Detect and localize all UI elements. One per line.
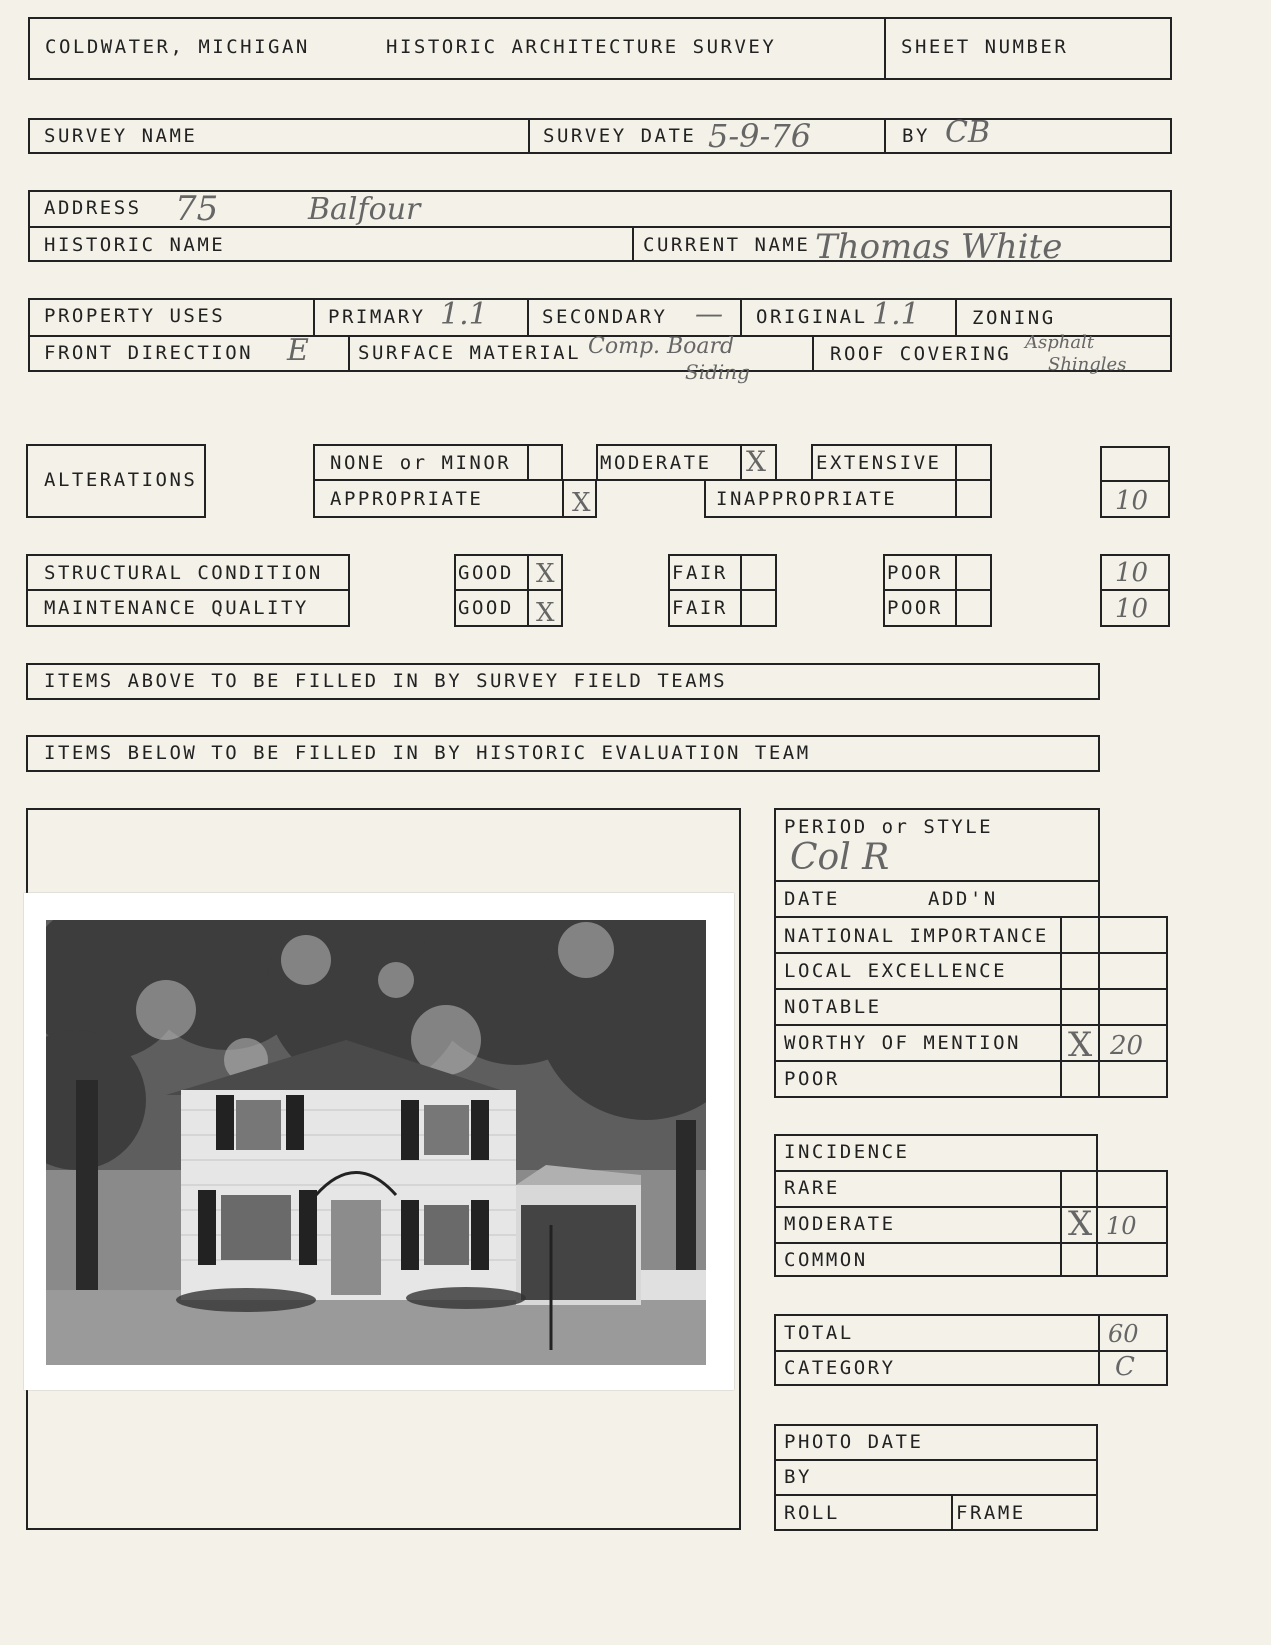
surface-material-value-2: Siding: [685, 360, 750, 384]
date-label: DATE: [784, 888, 840, 910]
inappropriate-label: INAPPROPRIATE: [716, 488, 898, 510]
secondary-label: SECONDARY: [542, 306, 668, 328]
poor-label: POOR: [784, 1068, 840, 1090]
national-importance-label: NATIONAL IMPORTANCE: [784, 925, 1049, 947]
appropriate-label: APPROPRIATE: [330, 488, 484, 510]
zoning-label: ZONING: [972, 307, 1056, 329]
eval-line-4: [774, 1024, 1168, 1026]
photo-info-line-2: [774, 1494, 1098, 1496]
items-below-note: ITEMS BELOW TO BE FILLED IN BY HISTORIC EVALUATION TEAM: [44, 742, 811, 764]
surface-material-label: SURFACE MATERIAL: [358, 342, 582, 364]
structural-good-mark: X: [536, 559, 555, 589]
survey-by-label: BY: [902, 125, 930, 147]
maintenance-fair-label: FAIR: [672, 597, 728, 619]
incidence-label: INCIDENCE: [784, 1141, 910, 1163]
house-photo: [46, 920, 706, 1365]
appropriate-check: [562, 479, 564, 518]
roof-covering-label: ROOF COVERING: [830, 343, 1012, 365]
worthy-score: 20: [1110, 1031, 1144, 1061]
front-col-2: [812, 335, 814, 372]
structural-fair-label: FAIR: [672, 562, 728, 584]
frame-label: FRAME: [956, 1502, 1026, 1524]
uses-col-2: [527, 298, 529, 335]
photo-by-label: BY: [784, 1466, 812, 1488]
maintenance-quality-label: MAINTENANCE QUALITY: [44, 597, 309, 619]
total-label: TOTAL: [784, 1322, 854, 1344]
house-photo-image: [46, 920, 706, 1365]
photo-info-line-1: [774, 1459, 1098, 1461]
period-style-value: Col R: [790, 837, 890, 878]
extensive-check: [955, 444, 957, 481]
sheet-number-label: SHEET NUMBER: [901, 36, 1069, 58]
roll-label: ROLL: [784, 1502, 840, 1524]
incidence-moderate-score: 10: [1106, 1212, 1137, 1240]
incidence-moderate-mark: X: [1068, 1204, 1093, 1244]
eval-line-2: [774, 952, 1168, 954]
good-divider: [454, 589, 563, 591]
totals-divider-h: [774, 1350, 1168, 1352]
evaluation-score-box: [1060, 916, 1168, 1098]
uses-col-4: [955, 298, 957, 335]
incidence-line-1: [774, 1170, 1168, 1172]
inappropriate-check: [955, 479, 957, 518]
survey-name-label: SURVEY NAME: [44, 125, 198, 147]
original-value: 1.1: [872, 297, 920, 332]
front-direction-label: FRONT DIRECTION: [44, 342, 254, 364]
worthy-of-mention-label: WORTHY OF MENTION: [784, 1032, 1021, 1054]
current-name-label: CURRENT NAME: [643, 234, 811, 256]
poor-divider: [883, 589, 992, 591]
original-label: ORIGINAL: [756, 306, 868, 328]
alterations-score: 10: [1115, 486, 1149, 516]
photo-date-label: PHOTO DATE: [784, 1431, 924, 1453]
maintenance-poor-label: POOR: [887, 597, 943, 619]
eval-line-date: [774, 880, 1100, 882]
uses-col-1: [313, 298, 315, 335]
structural-poor-label: POOR: [887, 562, 943, 584]
structural-score: 10: [1115, 558, 1149, 588]
survey-date-label: SURVEY DATE: [543, 125, 697, 147]
maintenance-score: 10: [1115, 594, 1149, 624]
secondary-value: —: [695, 297, 723, 330]
historic-name-label: HISTORIC NAME: [44, 234, 226, 256]
fair-check-col: [740, 554, 742, 627]
roof-covering-value-2: Shingles: [1048, 354, 1127, 375]
none-minor-label: NONE or MINOR: [330, 452, 512, 474]
survey-title: HISTORIC ARCHITECTURE SURVEY: [386, 36, 777, 58]
roof-covering-value-1: Asphalt: [1025, 332, 1095, 353]
survey-divider-1: [528, 118, 530, 154]
uses-col-3: [740, 298, 742, 335]
city-title: COLDWATER, MICHIGAN: [45, 36, 310, 58]
incidence-line-3: [774, 1242, 1168, 1244]
alterations-score-divider: [1100, 480, 1170, 482]
rare-label: RARE: [784, 1177, 840, 1199]
photo-info-divider: [951, 1494, 953, 1531]
incidence-moderate-label: MODERATE: [784, 1213, 896, 1235]
eval-line-1: [774, 916, 1168, 918]
address-number: 75: [175, 189, 219, 229]
appropriate-mark: X: [572, 488, 591, 518]
primary-label: PRIMARY: [328, 306, 426, 328]
current-name-value: Thomas White: [815, 227, 1063, 267]
category-label: CATEGORY: [784, 1357, 896, 1379]
moderate-label: MODERATE: [600, 452, 712, 474]
survey-divider-2: [884, 118, 886, 154]
maintenance-good-mark: X: [536, 598, 555, 628]
local-excellence-label: LOCAL EXCELLENCE: [784, 960, 1008, 982]
survey-by-value: CB: [945, 115, 990, 150]
incidence-line-2: [774, 1206, 1168, 1208]
condition-label-divider: [26, 589, 350, 591]
name-divider: [632, 226, 634, 262]
worthy-mark: X: [1068, 1025, 1093, 1065]
structural-good-label: GOOD: [458, 562, 514, 584]
front-direction-value: E: [287, 333, 309, 368]
address-label: ADDRESS: [44, 197, 142, 219]
extensive-label: EXTENSIVE: [816, 452, 942, 474]
items-above-note: ITEMS ABOVE TO BE FILLED IN BY SURVEY FIELD TEAMS: [44, 670, 728, 692]
common-label: COMMON: [784, 1249, 868, 1271]
total-value: 60: [1108, 1320, 1139, 1348]
notable-label: NOTABLE: [784, 996, 882, 1018]
property-uses-label: PROPERTY USES: [44, 305, 226, 327]
poor-check-col: [955, 554, 957, 627]
moderate-check: [740, 444, 742, 481]
fair-divider: [668, 589, 777, 591]
surface-material-value-1: Comp. Board: [588, 334, 735, 359]
alterations-label: ALTERATIONS: [44, 469, 198, 491]
header-divider: [884, 17, 886, 80]
structural-condition-label: STRUCTURAL CONDITION: [44, 562, 323, 584]
front-col-1: [348, 335, 350, 372]
survey-date-value: 5-9-76: [708, 117, 812, 155]
period-style-label: PERIOD or STYLE: [784, 816, 994, 838]
eval-line-5: [774, 1060, 1168, 1062]
moderate-mark: X: [746, 445, 766, 478]
good-check-col: [527, 554, 529, 627]
eval-line-3: [774, 988, 1168, 990]
address-street: Balfour: [308, 192, 421, 227]
maintenance-good-label: GOOD: [458, 597, 514, 619]
addn-label: ADD'N: [928, 888, 998, 910]
category-value: C: [1115, 1352, 1135, 1382]
condition-score-divider: [1100, 589, 1170, 591]
none-minor-check: [527, 444, 529, 481]
primary-value: 1.1: [440, 297, 488, 332]
